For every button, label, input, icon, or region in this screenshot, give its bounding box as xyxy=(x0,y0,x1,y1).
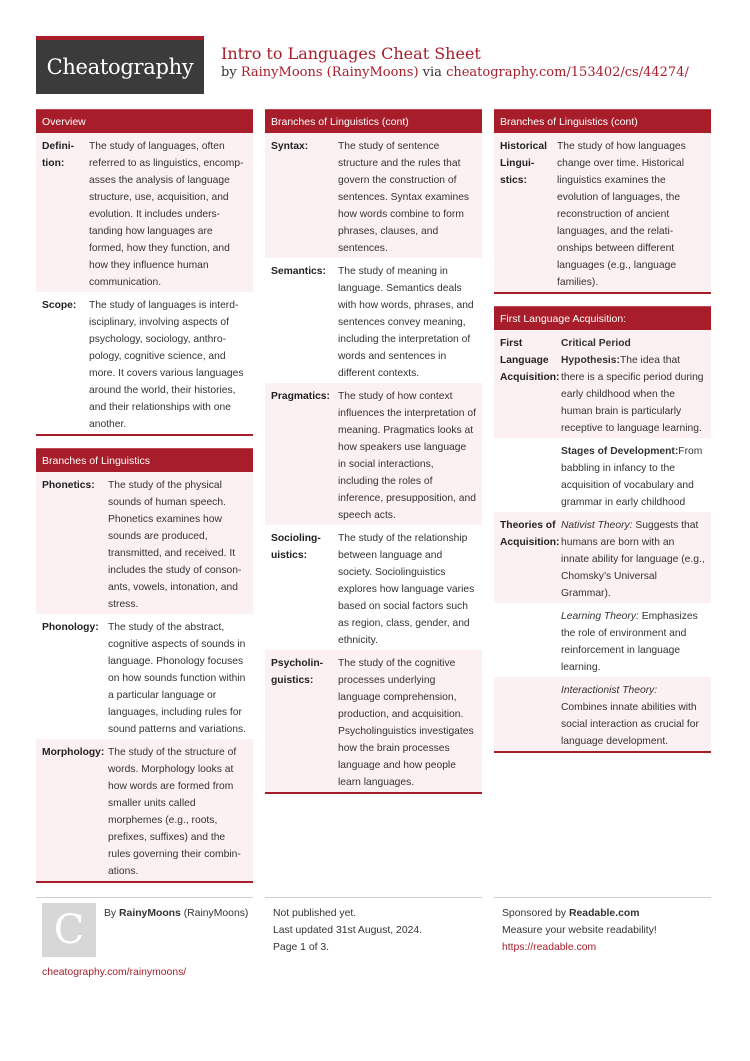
section-title: Branches of Linguistics xyxy=(36,448,253,472)
row-value xyxy=(561,608,705,676)
cheatography-logo[interactable]: Cheatography xyxy=(36,36,204,94)
sponsored-by: Sponsored by xyxy=(502,908,567,919)
published-status: Not published yet. xyxy=(273,908,357,919)
term-text: Suggests that humans are born with an innate ability for language (e.g., Chomsky’s Universal Grammar). xyxy=(561,520,705,599)
row-value: The study of languages, often referred to as linguistics, encompasses the analysis of language structure, use, acquisition, and evolution. It includes understanding how languages are formed, how they function, and how they influence human communication. xyxy=(89,141,244,288)
row-key: First Language Acquisition: xyxy=(500,338,560,383)
section-title: Branches of Linguistics (cont) xyxy=(265,109,482,133)
row-key: Semantics: xyxy=(271,266,326,277)
section-branches-cont xyxy=(265,109,482,794)
term-label: Critical Period Hypothesis: xyxy=(561,338,631,366)
footer-author xyxy=(104,905,248,922)
term-label: Stages of Development: xyxy=(561,446,679,457)
row-value: The study of meaning in language. Semantics deals with how words, phrases, and sentences convey meaning, including the interpretation of words and sentences in different contexts. xyxy=(338,266,474,379)
row-key: Sociolinguistics: xyxy=(271,533,321,561)
row-key: Pragmatics: xyxy=(271,391,330,402)
row-value xyxy=(561,517,705,602)
sponsor-line xyxy=(502,905,657,922)
table-row xyxy=(494,512,711,603)
term-label: Nativist Theory: xyxy=(561,520,633,531)
profile-link[interactable]: cheatography.com/rainymoons/ xyxy=(42,967,187,978)
page-title: Intro to Languages Cheat Sheet xyxy=(221,44,481,63)
sponsor-link[interactable]: https://readable.com xyxy=(502,942,597,953)
footer-profile xyxy=(42,964,186,981)
footer-divider xyxy=(36,897,253,898)
section-branches xyxy=(36,448,253,883)
row-key xyxy=(500,608,561,676)
table-row xyxy=(265,525,482,650)
author-link[interactable]: RainyMoons (RainyMoons) xyxy=(240,65,419,80)
section-title: Overview xyxy=(36,109,253,133)
row-key: Scope: xyxy=(42,300,77,311)
row-key: Morphology: xyxy=(42,747,105,758)
term-text: The idea that there is a specific period during early childhood when the human brain is particularly receptive to language learning. xyxy=(561,355,704,434)
page-header xyxy=(36,36,714,94)
sponsor-tagline: Measure your website readability! xyxy=(502,925,657,936)
section-first-language-acquisition xyxy=(494,306,711,753)
footer-author-handle: (RainyMoons) xyxy=(183,908,249,919)
footer-sponsor xyxy=(502,905,657,956)
footer-publish-info xyxy=(273,905,422,956)
row-value: The study of how languages change over time. Historical linguistics examines the evolution of languages, the reconstruction of ancient languages, and the relationships between different languages (e.g., language families). xyxy=(557,141,686,288)
row-value: The study of the abstract, cognitive aspects of sounds in language. Phonology focuses on how sounds function within a particular language or languages, including rules for sound patterns and variations. xyxy=(108,622,246,735)
byline-via: via xyxy=(422,65,442,80)
column-3 xyxy=(494,109,711,765)
row-value xyxy=(561,335,705,437)
table-row xyxy=(494,438,711,512)
row-key: Definition: xyxy=(42,141,75,169)
table-row xyxy=(36,292,253,434)
footer-by: By xyxy=(104,908,117,919)
row-key: Theories of Acquisition: xyxy=(500,520,560,548)
byline-by: by xyxy=(221,65,237,80)
table-row xyxy=(36,614,253,739)
row-key: Syntax: xyxy=(271,141,309,152)
last-updated: Last updated 31st August, 2024. xyxy=(273,925,423,936)
row-key: Phonology: xyxy=(42,622,99,633)
footer-author-name[interactable]: RainyMoons xyxy=(119,908,181,919)
section-title: Branches of Linguistics (cont) xyxy=(494,109,711,133)
row-value: The study of the relationship between language and society. Sociolinguistics explores how language varies based on social factors such as region, class, gender, and ethnicity. xyxy=(338,533,475,646)
sponsor-name[interactable]: Readable.com xyxy=(569,908,640,919)
term-label: Learning Theory: xyxy=(561,611,639,622)
row-key xyxy=(500,682,561,750)
row-value: The study of the structure of words. Morphology looks at how words are formed from smaller units called morphemes (e.g., roots, prefixes, suffixes) and the rules governing their combinations. xyxy=(108,747,241,877)
avatar[interactable]: C xyxy=(42,903,96,957)
row-value xyxy=(561,682,705,750)
section-overview xyxy=(36,109,253,436)
sheet-url-link[interactable]: cheatography.com/153402/cs/44274/ xyxy=(446,65,689,80)
row-value: The study of the cognitive processes underlying language comprehension, production, and acquisition. Psycholinguistics investigates how the brain processes language and how people learn languages. xyxy=(338,658,474,788)
term-text: Emphasizes the role of environment and reinforcement in language learning. xyxy=(561,611,698,673)
row-value: The study of how context influences the interpretation of meaning. Pragmatics looks at how speakers use language in social interactions, including the roles of inference, presupposition, and speech acts. xyxy=(338,391,476,521)
footer-divider xyxy=(265,897,482,898)
table-row xyxy=(265,133,482,258)
page-number: Page 1 of 3. xyxy=(273,942,330,953)
section-title: First Language Acquisition: xyxy=(494,306,711,330)
row-value: The study of the physical sounds of human speech. Phonetics examines how sounds are produced, transmitted, and received. It includes the study of consonants, vowels, intonation, and stress. xyxy=(108,480,242,610)
table-row xyxy=(265,650,482,792)
term-label: Interactionist Theory: xyxy=(561,685,658,696)
table-row xyxy=(494,677,711,751)
byline xyxy=(221,65,689,80)
title-block xyxy=(221,44,689,80)
column-1 xyxy=(36,109,253,895)
table-row xyxy=(265,258,482,383)
table-row xyxy=(36,739,253,881)
row-key: Psycholinguistics: xyxy=(271,658,324,686)
row-key: Phonetics: xyxy=(42,480,95,491)
column-2 xyxy=(265,109,482,806)
table-row xyxy=(265,383,482,525)
row-value: The study of languages is interdisciplinary, involving aspects of psychology, sociology, anthropology, cognitive science, and more. It covers various languages around the world, their histories, and their relationships with one another. xyxy=(89,300,244,430)
table-row xyxy=(36,472,253,614)
row-value: The study of sentence structure and the rules that govern the construction of sentences. Syntax examines how words combine to form phrases, clauses, and sentences. xyxy=(338,141,470,254)
term-text: From babbling in infancy to the acquisition of vocabulary and grammar in early childhood xyxy=(561,446,703,508)
table-row xyxy=(494,133,711,292)
row-key xyxy=(500,443,561,511)
section-branches-cont-2 xyxy=(494,109,711,294)
row-key: Historical Linguistics: xyxy=(500,141,547,186)
footer-divider xyxy=(494,897,711,898)
table-row xyxy=(36,133,253,292)
table-row xyxy=(494,330,711,438)
table-row xyxy=(494,603,711,677)
row-value xyxy=(561,443,705,511)
term-text: Combines innate abilities with social interaction as crucial for language development. xyxy=(561,702,699,747)
